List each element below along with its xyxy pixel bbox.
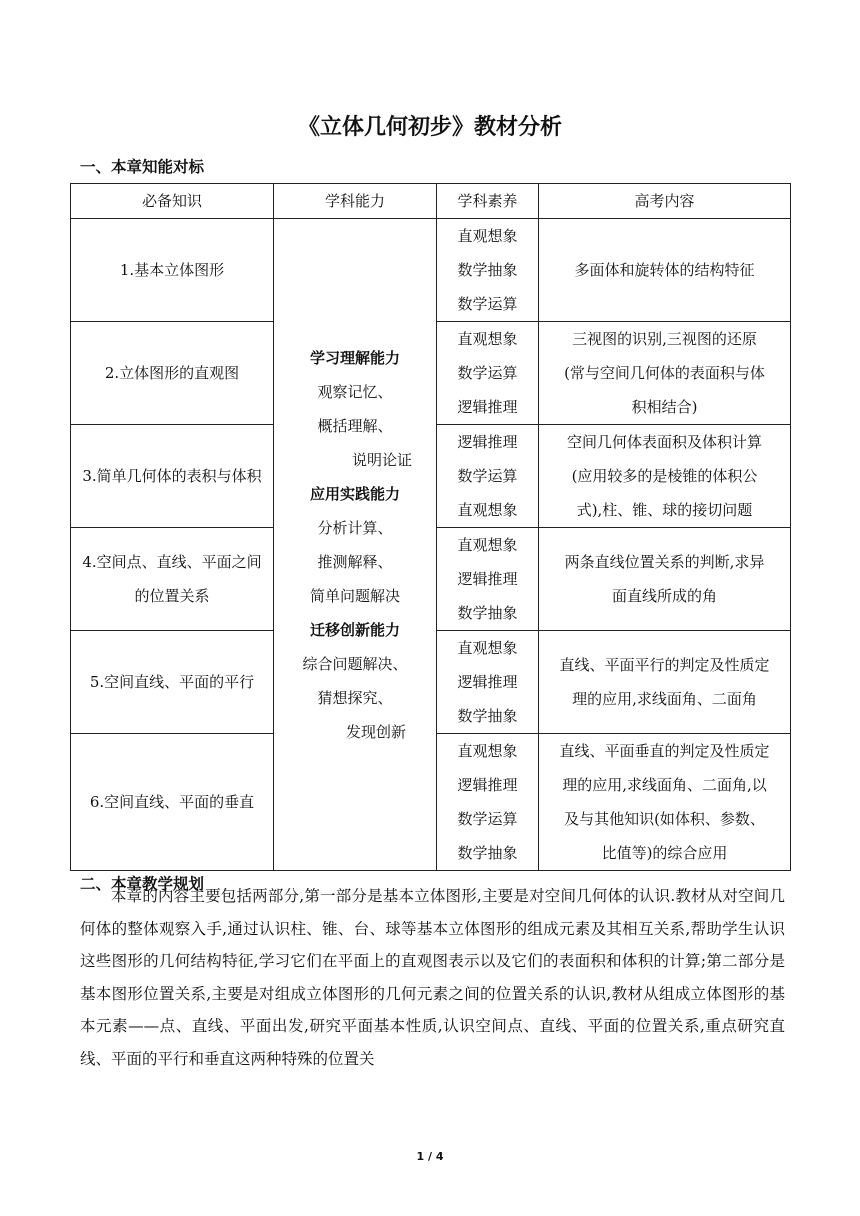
knowledge-cell: 4.空间点、直线、平面之间的位置关系 — [71, 528, 274, 631]
document-title: 《立体几何初步》教材分析 — [297, 115, 562, 140]
literacy-cell — [437, 219, 539, 322]
knowledge-cell: 3.简单几何体的表积与体积 — [71, 425, 274, 528]
header-knowledge: 必备知识 — [71, 184, 274, 219]
literacy-line: 数学运算 — [457, 364, 518, 382]
ability-line: 分析计算、 — [317, 518, 393, 537]
exam-line: (常与空间几何体的表面积与体 — [564, 364, 765, 382]
ability-line: 综合问题解决、 — [302, 654, 408, 673]
header-ability: 学科能力 — [274, 184, 437, 219]
literacy-line: 直观想象 — [457, 742, 518, 760]
literacy-cell — [437, 322, 539, 425]
knowledge-cell: 1.基本立体图形 — [71, 219, 274, 322]
page-number: 1 / 4 — [416, 1150, 444, 1163]
literacy-line: 逻辑推理 — [457, 398, 518, 416]
knowledge-cell: 5.空间直线、平面的平行 — [71, 631, 274, 734]
literacy-cell — [437, 734, 539, 871]
exam-line: 空间几何体表面积及体积计算 — [566, 433, 762, 451]
exam-line: 式),柱、锥、球的接切问题 — [576, 501, 753, 519]
header-literacy: 学科素养 — [437, 184, 539, 219]
exam-cell — [539, 322, 791, 425]
literacy-line: 数学抽象 — [457, 604, 518, 622]
section-heading-2: 二、本章教学规划 — [80, 875, 205, 893]
literacy-line: 直观想象 — [457, 639, 518, 657]
exam-line: 三视图的识别,三视图的还原 — [572, 330, 757, 348]
exam-cell — [539, 734, 791, 871]
exam-cell — [539, 631, 791, 734]
literacy-line: 逻辑推理 — [457, 570, 518, 588]
table-header-row — [71, 184, 791, 219]
ability-line: 应用实践能力 — [309, 484, 400, 503]
exam-line: 直线、平面平行的判定及性质定 — [559, 656, 770, 674]
literacy-line: 直观想象 — [457, 501, 518, 519]
ability-line: 学习理解能力 — [309, 348, 400, 367]
exam-line: 理的应用,求线面角、二面角 — [572, 690, 757, 708]
header-exam: 高考内容 — [539, 184, 791, 219]
exam-line: 两条直线位置关系的判断,求异 — [564, 553, 765, 571]
literacy-line: 逻辑推理 — [457, 673, 518, 691]
literacy-line: 逻辑推理 — [457, 776, 518, 794]
literacy-line: 直观想象 — [457, 330, 518, 348]
literacy-line: 数学运算 — [457, 467, 518, 485]
knowledge-cell: 2.立体图形的直观图 — [71, 322, 274, 425]
knowledge-cell: 6.空间直线、平面的垂直 — [71, 734, 274, 871]
exam-line: 理的应用,求线面角、二面角,以 — [562, 776, 767, 794]
ability-line: 发现创新 — [345, 722, 406, 741]
exam-cell — [539, 425, 791, 528]
exam-line: 直线、平面垂直的判定及性质定 — [559, 742, 770, 760]
exam-line: 比值等)的综合应用 — [601, 844, 728, 862]
ability-line: 观察记忆、 — [317, 382, 393, 401]
literacy-line: 数学运算 — [457, 295, 518, 313]
literacy-cell — [437, 425, 539, 528]
ability-line: 推测解释、 — [317, 552, 393, 571]
literacy-cell — [437, 528, 539, 631]
ability-line: 概括理解、 — [317, 416, 393, 435]
exam-line: 多面体和旋转体的结构特征 — [574, 261, 755, 279]
exam-line: 面直线所成的角 — [611, 587, 717, 605]
exam-cell — [539, 219, 791, 322]
ability-line: 迁移创新能力 — [309, 620, 400, 639]
exam-line: (应用较多的是棱锥的体积公 — [571, 467, 758, 485]
ability-line: 猜想探究、 — [317, 688, 393, 707]
literacy-line: 数学运算 — [457, 810, 518, 828]
literacy-line: 逻辑推理 — [457, 433, 518, 451]
literacy-line: 直观想象 — [457, 227, 518, 245]
exam-line: 及与其他知识(如体积、参数、 — [564, 810, 765, 828]
literacy-line: 数学抽象 — [457, 707, 518, 725]
table-row — [71, 219, 791, 322]
knowledge-ability-table — [70, 183, 791, 871]
section-heading-1: 一、本章知能对标 — [80, 158, 205, 176]
ability-line: 简单问题解决 — [309, 586, 400, 605]
exam-cell — [539, 528, 791, 631]
ability-line: 说明论证 — [351, 450, 412, 469]
literacy-cell — [437, 631, 539, 734]
ability-cell — [274, 219, 437, 871]
body-paragraph: 本章的内容主要包括两部分,第一部分是基本立体图形,主要是对空间几何体的认识.教材从对空间几何体的整体观察入手,通过认识柱、锥、台、球等基本立体图形的组成元素及其相互关系,帮助学生认识这些图形的几何结构特征,学习它们在平面上的直观图表示以及它们的表面积和体积的计算;第二部分是基本图形位置关系,主要是对组成立体图形的几何元素之间的位置关系的认识,教材从组成立体图形的基本元素——点、直线、平面出发,研究平面基本性质,认识空间点、直线、平面的位置关系,重点研究直线、平面的平行和垂直这两种特殊的位置关 — [80, 887, 785, 1068]
exam-line: 积相结合) — [631, 398, 698, 416]
literacy-line: 数学抽象 — [457, 844, 518, 862]
literacy-line: 数学抽象 — [457, 261, 518, 279]
table-body — [71, 219, 791, 871]
literacy-line: 直观想象 — [457, 536, 518, 554]
